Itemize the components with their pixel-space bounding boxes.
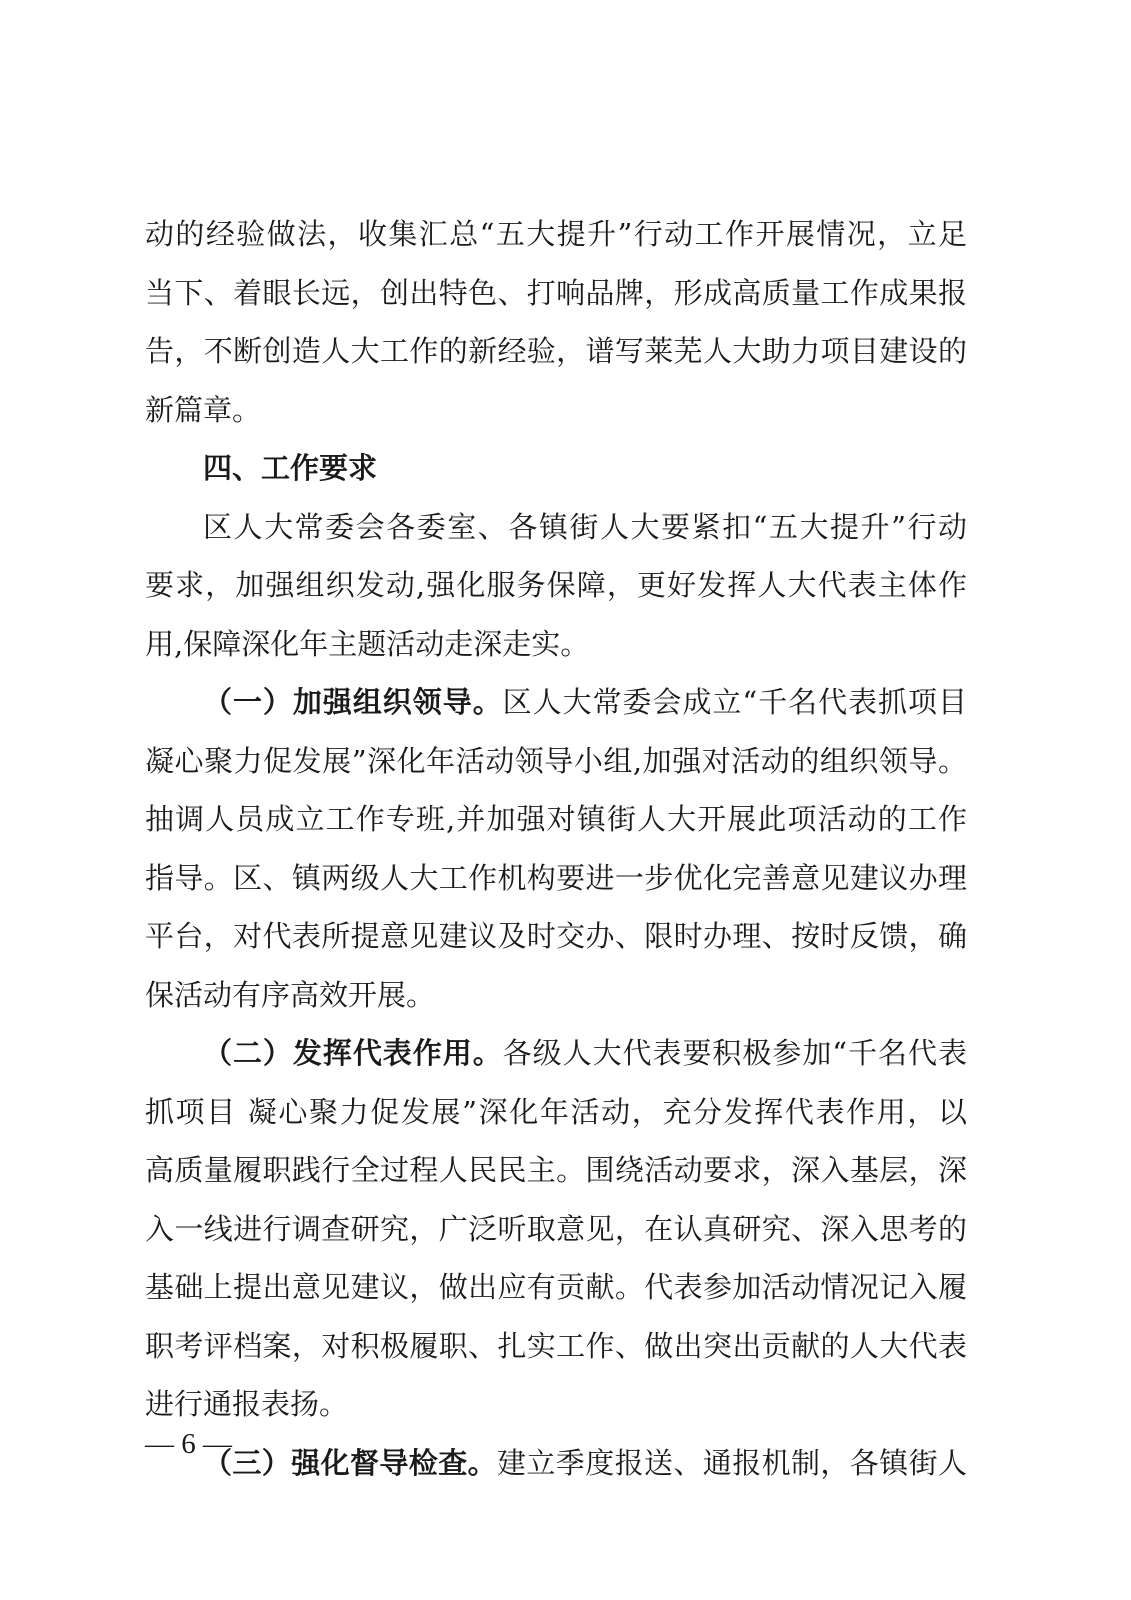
text-line bbox=[145, 673, 967, 732]
line-text: 新篇章。 bbox=[145, 392, 262, 427]
line-text: 用,保障深化年主题活动走深走实。 bbox=[145, 626, 590, 661]
text-line bbox=[145, 1375, 967, 1434]
text-line bbox=[145, 498, 967, 557]
text-line bbox=[145, 264, 967, 323]
line-body: 建立季度报送、通报机制，各镇街人 bbox=[497, 1445, 967, 1480]
text-line bbox=[145, 1434, 967, 1493]
text-line bbox=[145, 732, 967, 791]
line-text: 凝心聚力促发展”深化年活动领导小组,加强对活动的组织领导。 bbox=[145, 743, 967, 778]
document-body bbox=[145, 205, 967, 1492]
line-text bbox=[145, 1024, 967, 1083]
line-text: 入一线进行调查研究，广泛听取意见，在认真研究、深入思考的 bbox=[145, 1211, 967, 1246]
text-line bbox=[145, 1258, 967, 1317]
page-number: — 6 — bbox=[145, 1428, 232, 1460]
line-text: 告，不断创造人大工作的新经验，谱写莱芜人大助力项目建设的 bbox=[145, 334, 967, 368]
text-line bbox=[145, 849, 967, 908]
text-line bbox=[145, 1141, 967, 1200]
subsection-lead: （二）发挥代表作用。 bbox=[203, 1036, 503, 1070]
line-text: 基础上提出意见建议，做出应有贡献。代表参加活动情况记入履 bbox=[145, 1270, 967, 1304]
line-text: 动的经验做法，收集汇总“五大提升”行动工作开展情况，立足 bbox=[145, 217, 967, 251]
text-line bbox=[145, 1317, 967, 1376]
line-body: 区人大常委会成立“千名代表抓项目 bbox=[502, 685, 967, 719]
line-body: 各级人大代表要积极参加“千名代表 bbox=[502, 1036, 967, 1070]
text-line bbox=[145, 381, 967, 440]
line-text: 要求，加强组织发动,强化服务保障，更好发挥人大代表主体作 bbox=[145, 568, 967, 602]
line-text: 职考评档案，对积极履职、扎实工作、做出突出贡献的人大代表 bbox=[145, 1328, 967, 1363]
line-text: 指导。区、镇两级人大工作机构要进一步优化完善意见建议办理 bbox=[145, 860, 967, 895]
text-line bbox=[145, 322, 967, 381]
line-text: 高质量履职践行全过程人民民主。围绕活动要求，深入基层，深 bbox=[145, 1153, 967, 1187]
text-line bbox=[145, 966, 967, 1025]
text-line bbox=[145, 907, 967, 966]
section-heading bbox=[145, 439, 967, 498]
line-text: 保活动有序高效开展。 bbox=[145, 977, 436, 1012]
heading-text: 四、工作要求 bbox=[203, 451, 378, 485]
line-text: 当下、着眼长远，创出特色、打响品牌，形成高质量工作成果报 bbox=[145, 275, 967, 310]
text-line bbox=[145, 1083, 967, 1142]
line-text: 抽调人员成立工作专班,并加强对镇街人大开展此项活动的工作 bbox=[145, 802, 967, 836]
line-text: 进行通报表扬。 bbox=[145, 1387, 349, 1421]
text-line bbox=[145, 556, 967, 615]
text-line bbox=[145, 615, 967, 674]
text-line bbox=[145, 1200, 967, 1259]
line-text: 平台，对代表所提意见建议及时交办、限时办理、按时反馈，确 bbox=[145, 919, 967, 953]
line-text: 抓项目 凝心聚力促发展”深化年活动，充分发挥代表作用，以 bbox=[145, 1094, 967, 1129]
text-line bbox=[145, 205, 967, 264]
line-text bbox=[145, 1434, 967, 1493]
text-line bbox=[145, 790, 967, 849]
subsection-lead: （三）强化督导检查。 bbox=[203, 1445, 497, 1480]
text-line bbox=[145, 1024, 967, 1083]
subsection-lead: （一）加强组织领导。 bbox=[203, 685, 503, 719]
line-text: 区人大常委会各委室、各镇街人大要紧扣“五大提升”行动 bbox=[203, 509, 967, 544]
line-text bbox=[145, 673, 967, 732]
